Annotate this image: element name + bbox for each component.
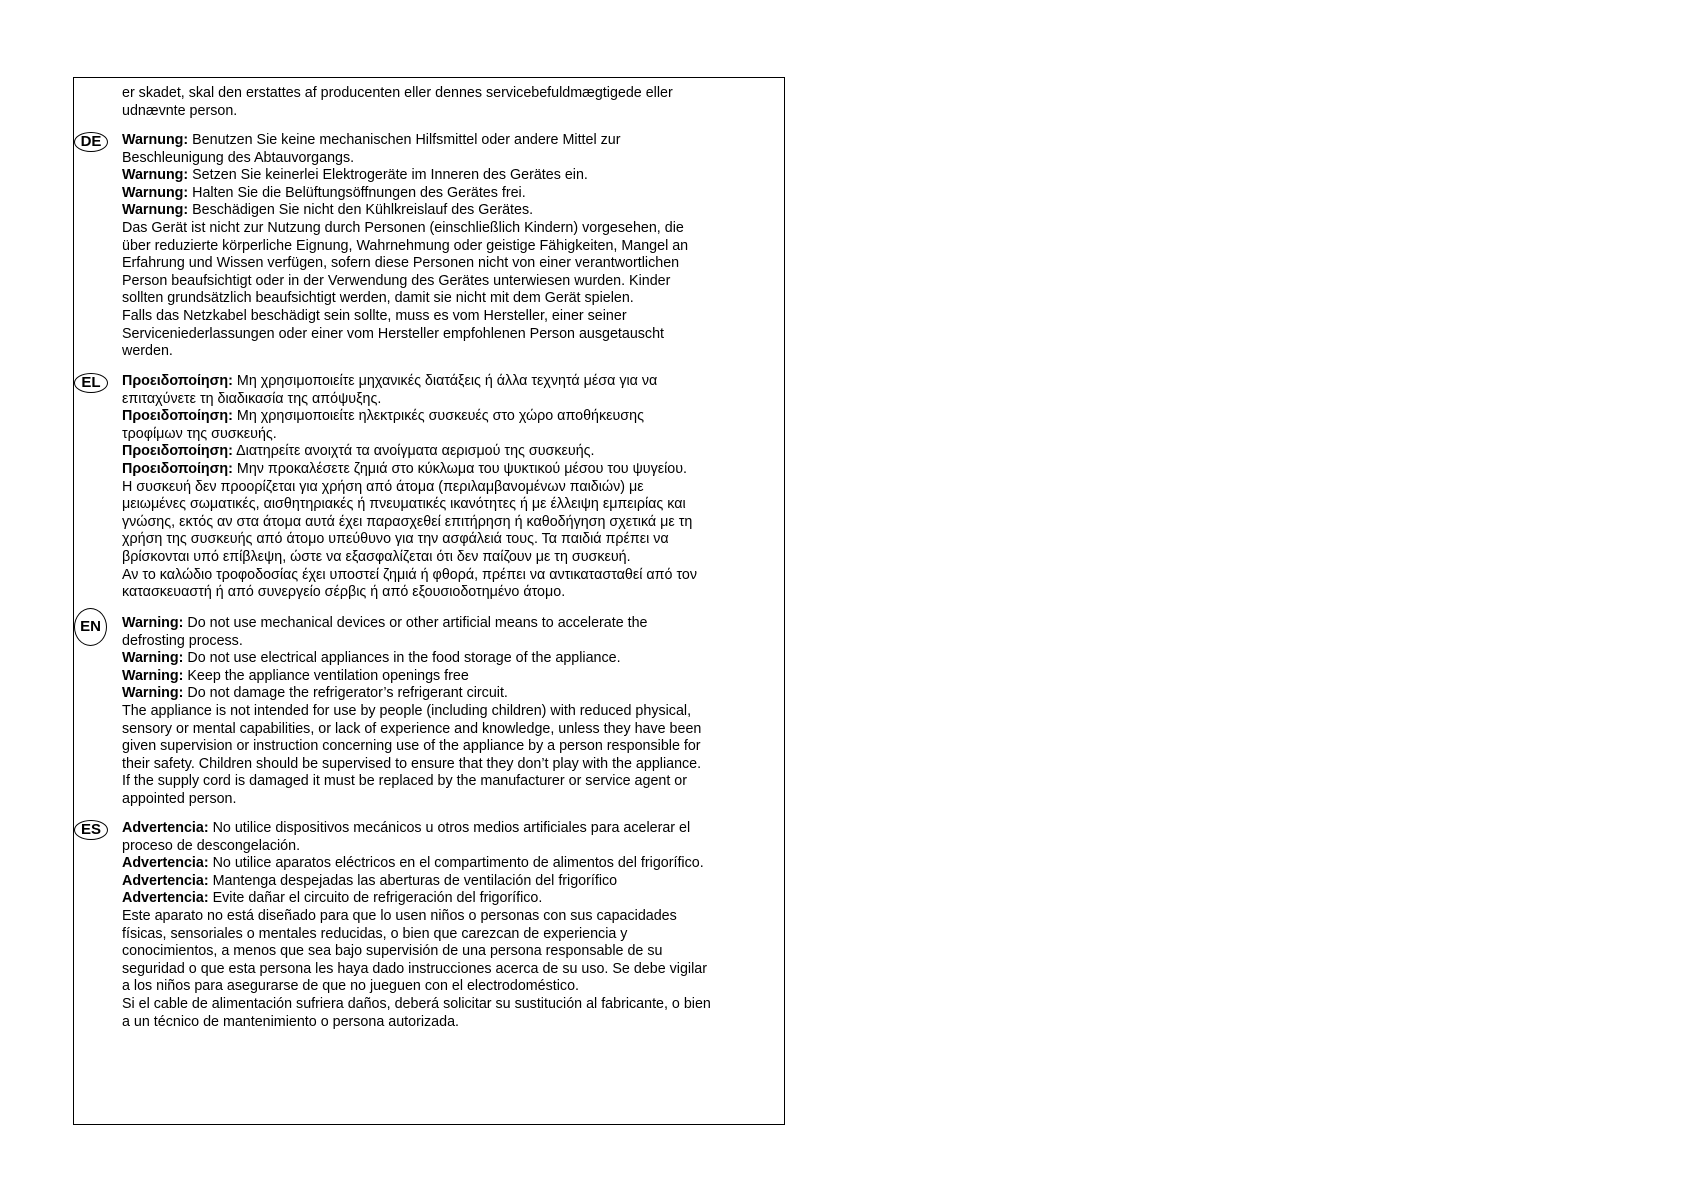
- text-line: a los niños para asegurarse de que no jueguen con el electrodoméstico.: [122, 978, 580, 995]
- text-line: χρήση της συσκευής από άτομο υπεύθυνο για την ασφάλειά τους. Τα παιδιά πρέπει να: [122, 531, 669, 548]
- warning-label: Προειδοποίηση:: [122, 460, 233, 477]
- text-line: Beschleunigung des Abtauvorgangs.: [122, 149, 355, 166]
- text-line: [122, 408, 782, 426]
- text-line: proceso de descongelación.: [122, 837, 301, 854]
- text-line: [122, 855, 782, 873]
- text-line: Falls das Netzkabel beschädigt sein sollte, muss es vom Hersteller, einer seiner: [122, 307, 627, 324]
- warning-label: Προειδοποίηση:: [122, 408, 233, 425]
- warning-text: Μη χρησιμοποιείτε ηλεκτρικές συσκευές στο χώρο αποθήκευσης: [232, 408, 644, 425]
- text-line: sensory or mental capabilities, or lack of experience and knowledge, unless they have been: [122, 720, 702, 737]
- warning-text: Μην προκαλέσετε ζημιά στο κύκλωμα του ψυκτικού μέσου του ψυγείου.: [232, 460, 688, 477]
- text-line: κατασκευαστή ή από συνεργείο σέρβις ή από εξουσιοδοτημένο άτομο.: [122, 584, 566, 601]
- continuation-text: [122, 85, 782, 120]
- text-line: [122, 873, 782, 891]
- text-line: [122, 685, 782, 703]
- text-line: [122, 820, 782, 838]
- text-line: Si el cable de alimentación sufriera daños, deberá solicitar su sustitución al fabricante, o bien: [122, 995, 711, 1012]
- text-line: their safety. Children should be supervised to ensure that they don’t play with the appliance.: [122, 755, 702, 772]
- text-line: τροφίμων της συσκευής.: [122, 425, 277, 442]
- warning-label: Warnung:: [122, 184, 189, 201]
- text-line: [122, 890, 782, 908]
- section-de-text: [122, 132, 782, 361]
- text-line: a un técnico de mantenimiento o persona autorizada.: [122, 1013, 459, 1030]
- text-line: γνώσης, εκτός αν στα άτομα αυτά έχει παρασχεθεί επιτήρηση ή καθοδήγηση σχετικά με τη: [122, 513, 693, 530]
- warning-label: Advertencia:: [122, 890, 209, 907]
- text-line: [122, 167, 782, 185]
- text-line: [122, 668, 782, 686]
- warning-text: No utilice aparatos eléctricos en el compartimento de alimentos del frigorífico.: [208, 855, 704, 872]
- warning-label: Warning:: [122, 685, 184, 702]
- warning-text: Do not damage the refrigerator’s refrigerant circuit.: [183, 685, 508, 702]
- warning-label: Advertencia:: [122, 820, 209, 836]
- warning-text: Keep the appliance ventilation openings free: [183, 667, 469, 684]
- warning-label: Προειδοποίηση:: [122, 373, 233, 389]
- text-line: über reduzierte körperliche Eignung, Wahrnehmung oder geistige Fähigkeiten, Mangel an: [122, 237, 689, 254]
- text-line: defrosting process.: [122, 632, 243, 649]
- warning-text: Μη χρησιμοποιείτε μηχανικές διατάξεις ή άλλα τεχνητά μέσα για να: [232, 373, 658, 389]
- section-el-text: [122, 373, 782, 602]
- warning-text: Beschädigen Sie nicht den Kühlkreislauf des Gerätes.: [188, 202, 534, 219]
- section-es-text: [122, 820, 782, 1031]
- warning-label: Warning:: [122, 650, 184, 667]
- warning-label: Warnung:: [122, 132, 189, 148]
- text-line: werden.: [122, 343, 173, 360]
- text-line: [122, 132, 782, 150]
- warning-text: Mantenga despejadas las aberturas de ventilación del frigorífico: [208, 872, 618, 889]
- warning-text: Διατηρείτε ανοιχτά τα ανοίγματα αερισμού της συσκευής.: [232, 443, 595, 460]
- text-line: [122, 373, 782, 391]
- warning-label: Advertencia:: [122, 872, 209, 889]
- text-line: Das Gerät ist nicht zur Nutzung durch Personen (einschließlich Kindern) vorgesehen, die: [122, 219, 684, 236]
- text-line: conocimientos, a menos que sea bajo supervisión de una persona responsable de su: [122, 943, 663, 960]
- warning-label: Warning:: [122, 615, 184, 631]
- text-line: [122, 461, 782, 479]
- text-line: βρίσκονται υπό επίβλεψη, ώστε να εξασφαλίζεται ότι δεν παίζουν με τη συσκευή.: [122, 548, 631, 565]
- text-line: επιταχύνετε τη διαδικασία της απόψυξης.: [122, 390, 382, 407]
- text-line: appointed person.: [122, 790, 237, 807]
- text-line: Serviceniederlassungen oder einer vom Hersteller empfohlenen Person ausgetauscht: [122, 325, 665, 342]
- text-line: μειωμένες σωματικές, αισθητηριακές ή πνευματικές ικανότητες ή με έλλειψη εμπειρίας και: [122, 496, 686, 513]
- language-badge-de: DE: [74, 132, 108, 152]
- warning-text: Do not use electrical appliances in the food storage of the appliance.: [183, 650, 621, 667]
- text-line: [122, 202, 782, 220]
- text-line: [122, 615, 782, 633]
- warning-label: Advertencia:: [122, 855, 209, 872]
- text-line: er skadet, skal den erstattes af producenten eller dennes servicebefuldmægtigede eller: [122, 85, 673, 101]
- text-line: Αν το καλώδιο τροφοδοσίας έχει υποστεί ζημιά ή φθορά, πρέπει να αντικατασταθεί από τον: [122, 566, 697, 583]
- language-badge-el: EL: [74, 373, 108, 393]
- text-line: Η συσκευή δεν προορίζεται για χρήση από άτομα (περιλαμβανομένων παιδιών) με: [122, 478, 644, 495]
- text-line: The appliance is not intended for use by people (including children) with reduced physical,: [122, 702, 692, 719]
- warning-label: Warnung:: [122, 202, 189, 219]
- language-badge-en: EN: [74, 608, 107, 646]
- warning-label: Warnung:: [122, 167, 189, 184]
- text-line: given supervision or instruction concerning use of the appliance by a person responsible for: [122, 738, 701, 755]
- text-line: físicas, sensoriales o mentales reducidas, o bien que carezcan de experiencia y: [122, 925, 628, 942]
- warning-text: Setzen Sie keinerlei Elektrogeräte im Inneren des Gerätes ein.: [188, 167, 588, 184]
- warning-text: Do not use mechanical devices or other artificial means to accelerate the: [183, 615, 648, 631]
- text-line: [122, 443, 782, 461]
- warning-text: No utilice dispositivos mecánicos u otros medios artificiales para acelerar el: [208, 820, 691, 836]
- document-page: [73, 77, 785, 1125]
- warning-text: Halten Sie die Belüftungsöffnungen des Gerätes frei.: [188, 184, 526, 201]
- warning-label: Προειδοποίηση:: [122, 443, 233, 460]
- warning-label: Warning:: [122, 667, 184, 684]
- text-line: seguridad o que esta persona les haya dado instrucciones acerca de su uso. Se debe vigilar: [122, 960, 707, 977]
- section-en-text: [122, 615, 782, 809]
- text-line: [122, 185, 782, 203]
- text-line: [122, 650, 782, 668]
- text-line: udnævnte person.: [122, 102, 238, 119]
- text-line: sollten grundsätzlich beaufsichtigt werden, damit sie nicht mit dem Gerät spielen.: [122, 290, 634, 307]
- text-line: If the supply cord is damaged it must be replaced by the manufacturer or service agent or: [122, 773, 688, 790]
- warning-text: Evite dañar el circuito de refrigeración del frigorífico.: [208, 890, 543, 907]
- text-line: Este aparato no está diseñado para que lo usen niños o personas con sus capacidades: [122, 907, 677, 924]
- warning-text: Benutzen Sie keine mechanischen Hilfsmittel oder andere Mittel zur: [188, 132, 621, 148]
- text-line: Person beaufsichtigt oder in der Verwendung des Gerätes unterwiesen wurden. Kinder: [122, 272, 671, 289]
- text-line: Erfahrung und Wissen verfügen, sofern diese Personen nicht von einer verantwortlichen: [122, 255, 680, 272]
- language-badge-es: ES: [74, 820, 108, 840]
